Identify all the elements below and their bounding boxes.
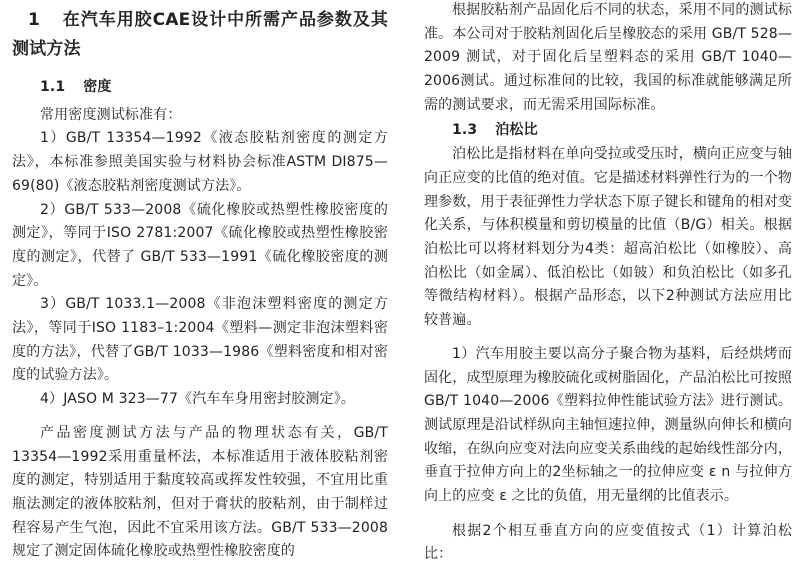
paragraph: 4）JASO M 323—77《汽车车身用密封胶测定》。 <box>40 391 355 408</box>
section-title: 在汽车用胶CAE设计中所需产品参数及其测试方法 <box>12 10 388 59</box>
subsection-number: 1.3 <box>452 121 478 138</box>
subsection-number: 1.1 <box>40 79 66 95</box>
subsection-title: 密度 <box>83 79 112 95</box>
section-number: 1 <box>28 10 40 30</box>
paragraph: 泊松比是指材料在单向受拉或受压时，横向正应变与轴向正应变的比值的绝对值。它是描述材料弹性行为的一个物理参数，用于表征弹性力学状态下原子键长和键角的相对变化关系，与体积模量和剪切模量的比值（B/G）相关。根据泊松比可以将材料划分为4类：超高泊松比（如橡胶）、高泊松比（如金属）、低泊松比（如铍）和负泊松比（如多孔等微结构材料）。根据产品形态，以下2种测试方法应用比较普遍。 <box>424 146 792 329</box>
paragraph: 产品密度测试方法与产品的物理状态有关，GB/T 13354—1992采用重量杯法，本标准适用于液体胶粘剂密度的测定，特别适用于黏度较高或挥发性较强，不宜用比重瓶法测定的液体胶粘剂，但对于膏状的胶粘剂，由于制样过程容易产生气泡，因此不宜采用该方法。GB/T 533—2008规定了测定固体硫化橡胶或热塑性橡胶密度的 <box>12 424 388 560</box>
right-column <box>424 0 792 567</box>
subsection-heading-density <box>40 76 388 100</box>
paragraph: 根据2个相互垂直方向的应变值按式（1）计算泊松比： <box>424 522 792 563</box>
paragraph: 3）GB/T 1033.1—2008《非泡沫塑料密度的测定方法》，等同于ISO 1183–1:2004《塑料—测定非泡沫塑料密度的方法》，代替了GB/T 1033—1986《塑料密度和相对密度的试验方法》。 <box>12 296 388 384</box>
paragraph: 2）GB/T 533—2008《硫化橡胶或热塑性橡胶密度的测定》，等同于ISO 2781:2007《硫化橡胶或热塑性橡胶密度的测定》，代替了 GB/T 533—1991《硫化橡胶密度的测定》。 <box>12 201 388 289</box>
paragraph: 1）汽车用胶主要以高分子聚合物为基料，后经烘烤而固化，成型原理为橡胶硫化或树脂固化，产品泊松比可按照 GB/T 1040—2006《塑料拉伸性能试验方法》进行测试。测试原理是沿试样纵向主轴恒速拉伸，测量纵向伸长和横向收缩，在纵向应变对法向应变关系曲线的起始线性部分内，垂直于拉伸方向上的2坐标轴之一的拉伸应变 ε n 与拉伸方向上的应变 ε 之比的负值，用无量纲的比值表示。 <box>424 345 792 505</box>
paragraph: 1）GB/T 13354—1992《液态胶粘剂密度的测定方法》，本标准参照美国实验与材料协会标准ASTM DI875—69(80)《液态胶粘剂密度测试方法》。 <box>12 130 388 194</box>
subsection-heading-poisson <box>452 119 792 143</box>
paragraph: 根据胶粘剂产品固化后不同的状态，采用不同的测试标准。本公司对于胶粘剂固化后呈橡胶态的采用 GB/T 528—2009 测试，对于固化后呈塑料态的采用 GB/T 1040—2006测试。通过标准间的比较，我国的标准就能够满足所需的测试要求，而无需采用国际标准。 <box>424 2 792 113</box>
section-heading-1 <box>12 6 388 64</box>
paragraph: 常用密度测试标准有： <box>40 106 182 123</box>
left-column <box>12 0 388 564</box>
subsection-title: 泊松比 <box>495 121 538 138</box>
